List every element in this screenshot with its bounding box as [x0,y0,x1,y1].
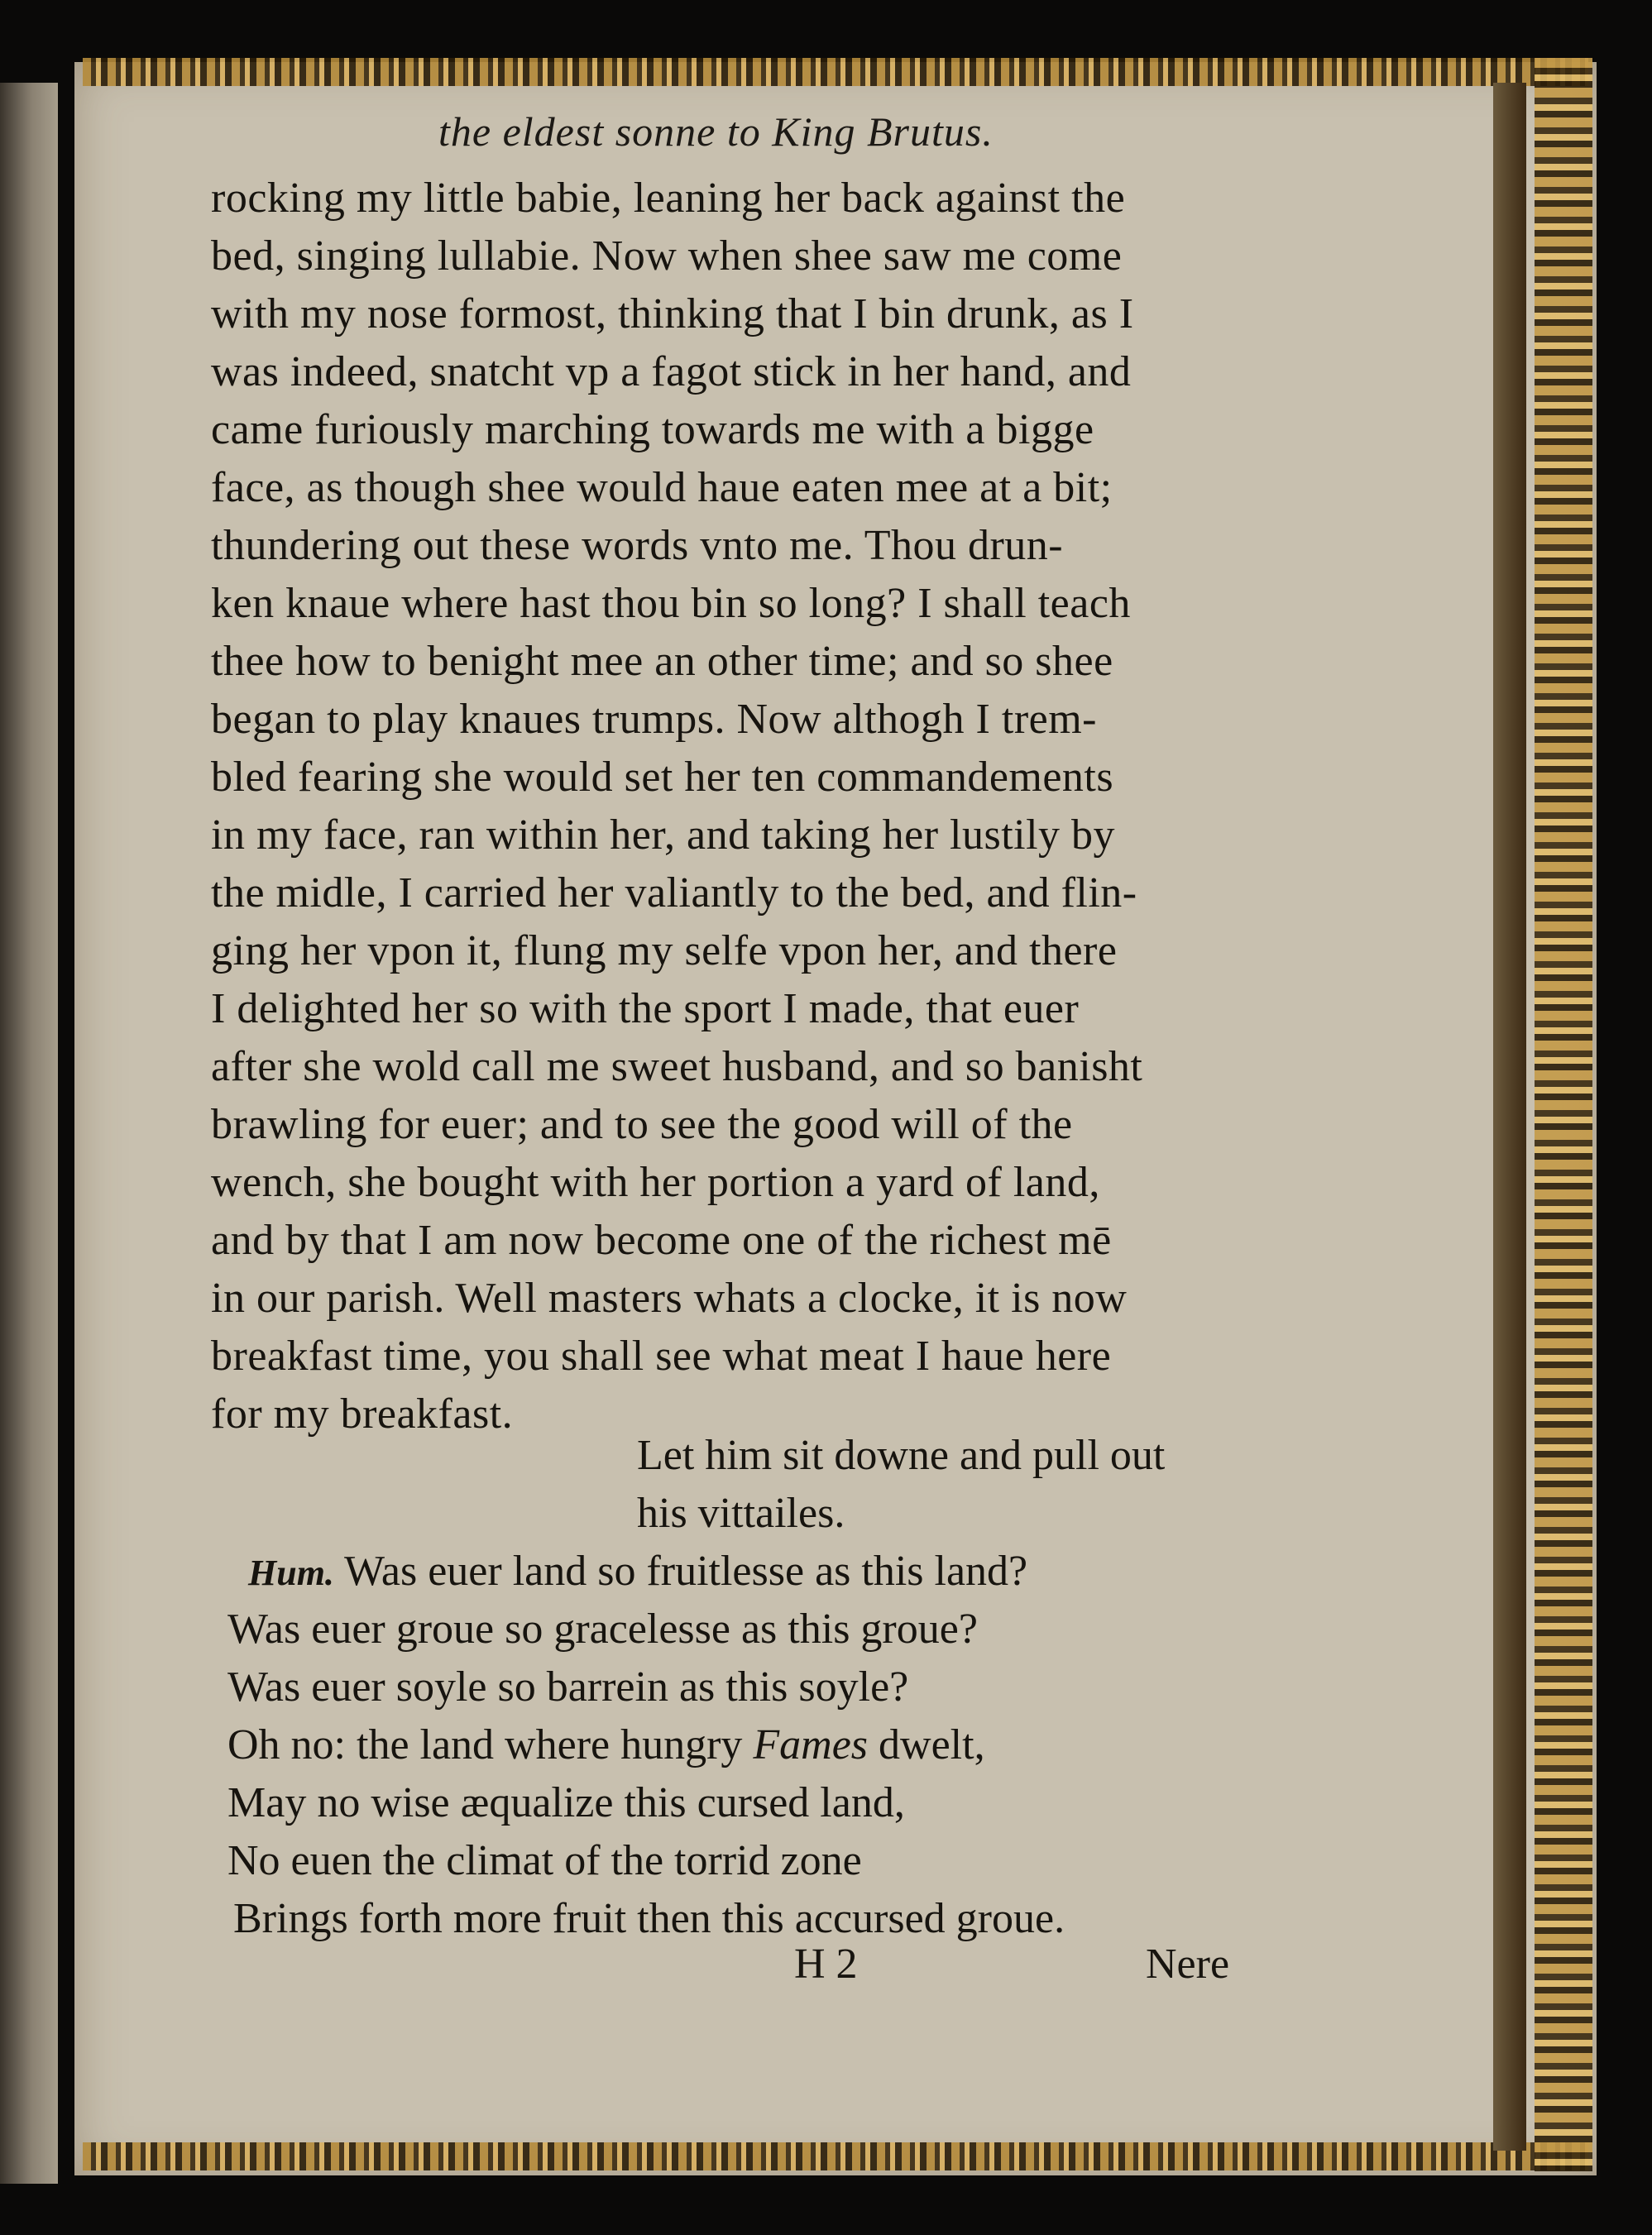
page-edge-right [1493,83,1526,2151]
prose-line: thee how to benight mee an other time; and so shee [211,638,1113,685]
prose-line: I delighted her so with the sport I made, that euer [211,985,1080,1032]
prose-line: breakfast time, you shall see what meat I haue here [211,1333,1112,1380]
verse-line: No euen the climat of the torrid zone [227,1837,862,1884]
prose-line: ging her vpon it, flung my selfe vpon her, and there [211,927,1118,974]
facing-page-edge [0,83,58,2184]
running-head: the eldest sonne to King Brutus. [438,108,994,155]
prose-line: bled fearing she would set her ten commandements [211,754,1114,801]
verse-text: Oh no: the land where hungry [227,1721,754,1768]
verse-line: May no wise æqualize this cursed land, [227,1779,905,1826]
prose-line: and by that I am now become one of the richest mē [211,1217,1112,1264]
prose-line: in our parish. Well masters whats a clocke, it is now [211,1275,1128,1322]
gilt-border-bottom [83,2142,1588,2170]
italic-word: Fames [753,1721,869,1768]
verse-line: Brings forth more fruit then this accursed groue. [233,1895,1065,1942]
prose-line: rocking my little babie, leaning her back against the [211,175,1126,222]
prose-line: with my nose formost, thinking that I bin drunk, as I [211,290,1134,337]
prose-line: came furiously marching towards me with a bigge [211,406,1094,453]
prose-line: ken knaue where hast thou bin so long? I shall teach [211,580,1131,627]
prose-line: after she wold call me sweet husband, and so banisht [211,1043,1143,1090]
prose-line: in my face, ran within her, and taking her lustily by [211,811,1116,859]
prose-line: the midle, I carried her valiantly to the bed, and flin- [211,869,1137,916]
prose-line: face, as though shee would haue eaten mee at a bit; [211,464,1113,511]
verse-line-speech-start [248,1543,1027,1602]
prose-line: brawling for euer; and to see the good will of the [211,1101,1073,1148]
prose-line: began to play knaues trumps. Now althogh I trem- [211,696,1097,743]
gilt-border-right [1535,58,1592,2171]
catchword: Nere [1146,1941,1230,1988]
verse-text: Was euer land so fruitlesse as this land? [343,1548,1028,1595]
stage-direction-line: his vittailes. [637,1490,845,1537]
signature-mark: H 2 [794,1941,858,1988]
verse-line-fames [227,1716,985,1774]
prose-line: for my breakfast. [211,1390,514,1438]
gilt-border-top [83,58,1588,86]
prose-line: thundering out these words vnto me. Thou drun- [211,522,1064,569]
verse-line: Was euer groue so gracelesse as this groue? [227,1606,978,1653]
stage-direction-line: Let him sit downe and pull out [637,1432,1166,1479]
verse-line: Was euer soyle so barrein as this soyle? [227,1663,909,1711]
prose-line: was indeed, snatcht vp a fagot stick in her hand, and [211,348,1132,395]
prose-line: wench, she bought with her portion a yard of land, [211,1159,1100,1206]
speaker-prefix: Hum. [248,1553,334,1593]
verse-text: dwelt, [868,1721,985,1768]
prose-line: bed, singing lullabie. Now when shee saw me come [211,232,1123,280]
